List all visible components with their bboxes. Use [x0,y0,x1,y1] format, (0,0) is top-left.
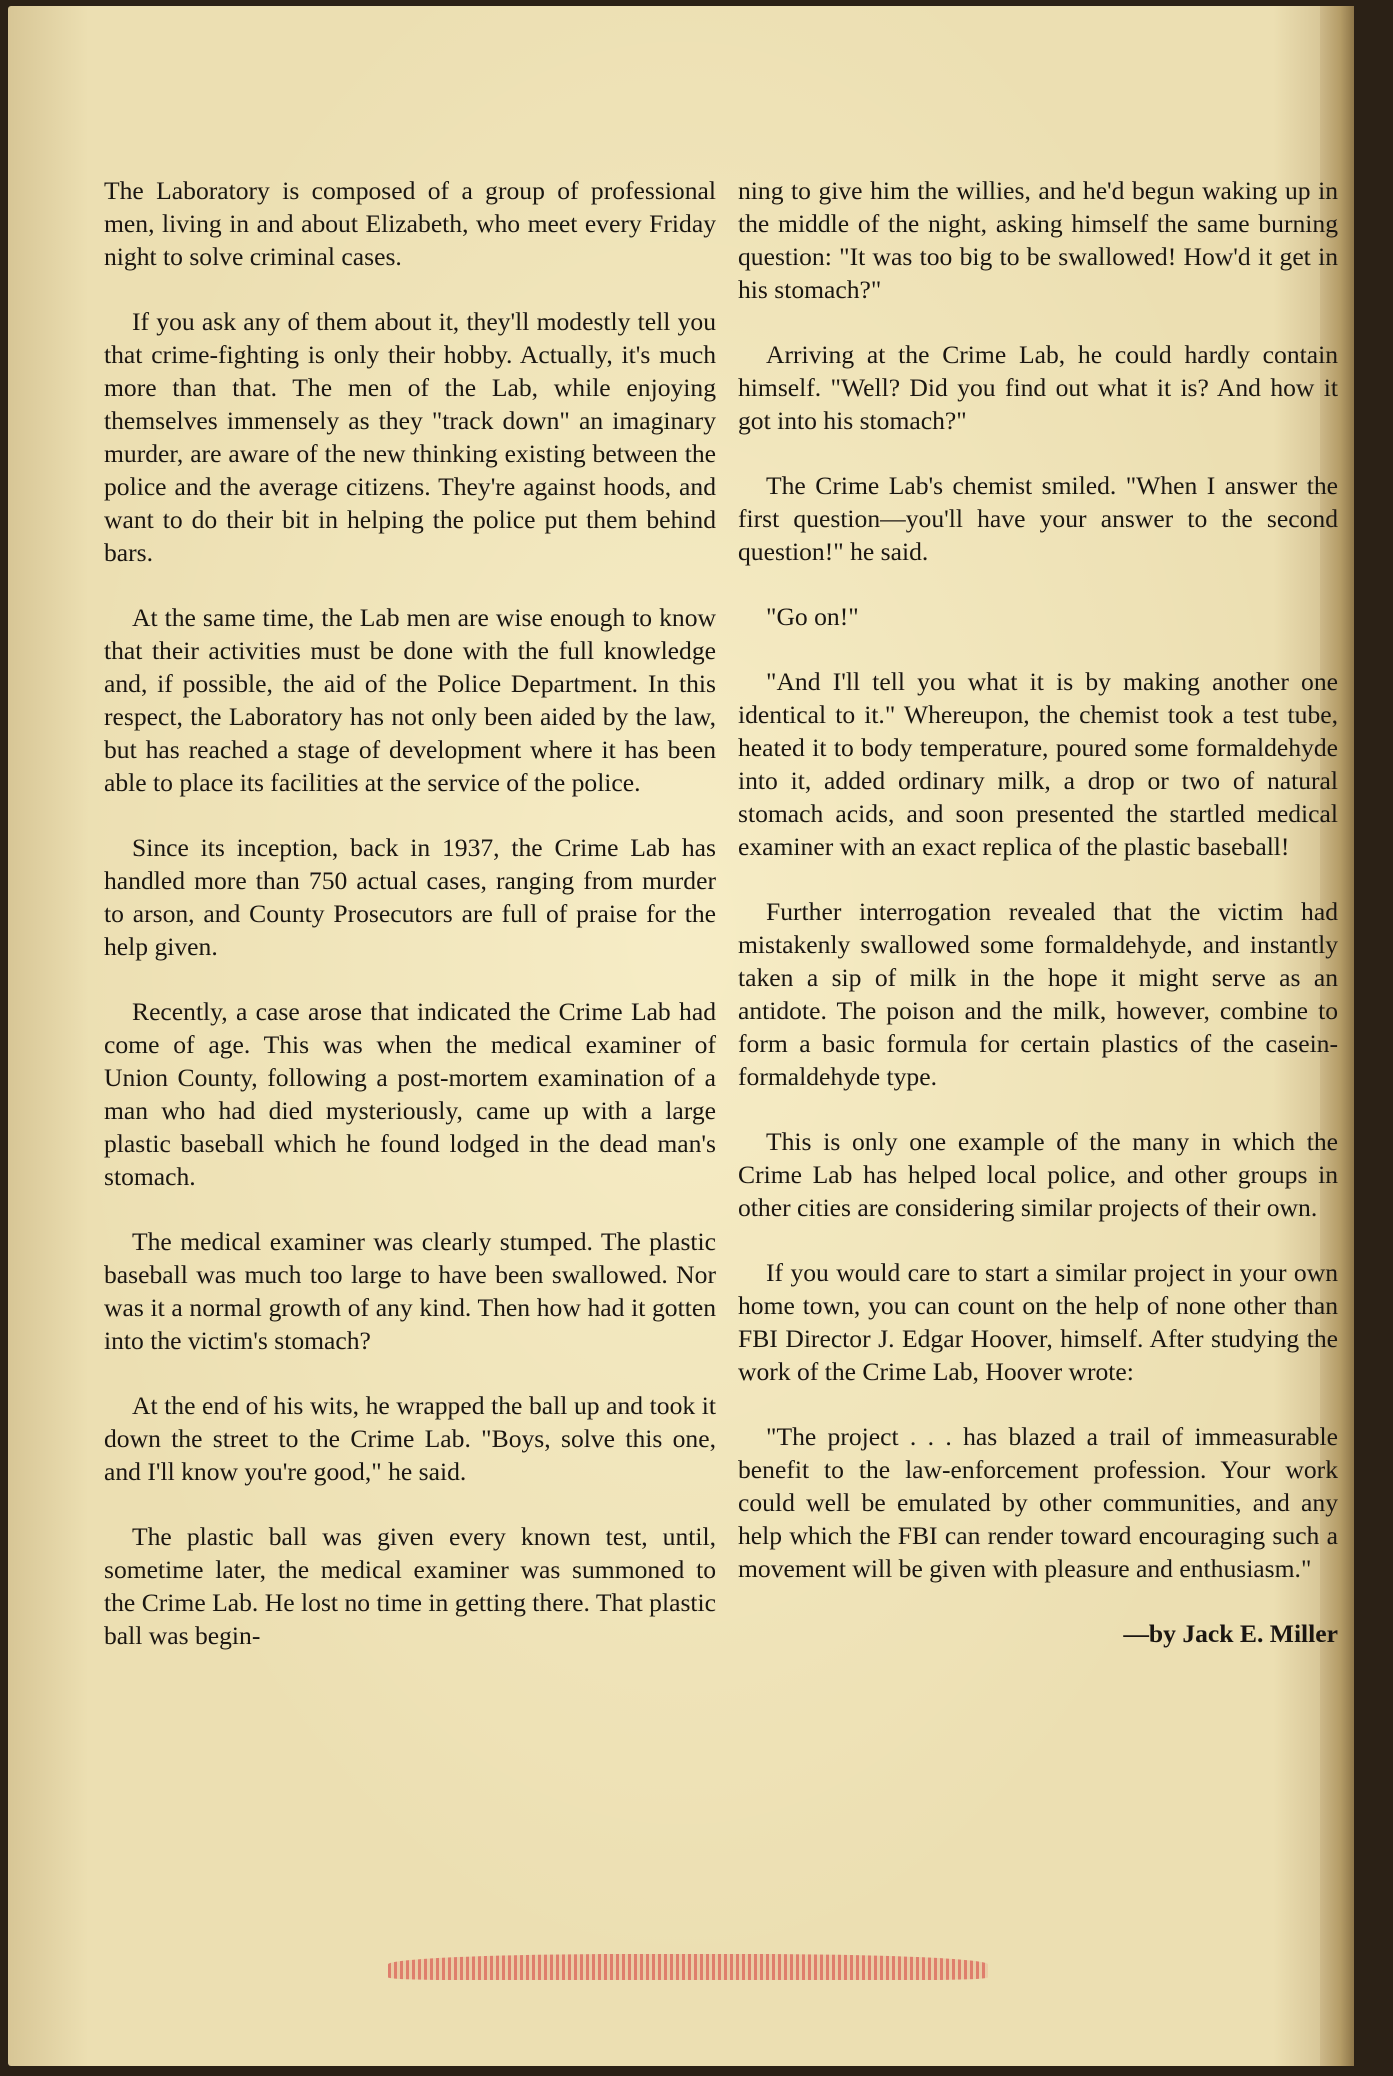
paragraph: Further interrogation revealed that the victim had mistakenly swallowed some formaldehyde, and instantly taken a sip of milk in the hope it might serve as an antidote. The poison and the milk, however, combine to form a basic formula for certain plastics of the casein-formaldehyde type. [738,897,1338,1091]
author-byline: —by Jack E. Miller [1123,1619,1338,1648]
paragraph: The Crime Lab's chemist smiled. "When I answer the first question—you'll have your answer to the second question!" he said. [738,471,1338,566]
paragraph: The Laboratory is composed of a group of professional men, living in and about Elizabeth, who meet every Friday night to solve criminal cases. [104,176,716,271]
paragraph: "And I'll tell you what it is by making another one identical to it." Whereupon, the chemist took a test tube, heated it to body temperature, poured some formaldehyde into it, added ordinary milk, a drop or two of natural stomach acids, and soon presented the startled medical examiner with an exact replica of the plastic baseball! [738,667,1338,861]
paragraph: "The project . . . has blazed a trail of immeasurable benefit to the law-enforcement profession. Your work could well be emulated by other communities, and any help which the FBI can render toward encouraging such a movement will be given with pleasure and enthusiasm." [738,1422,1338,1583]
paragraph: ning to give him the willies, and he'd begun waking up in the middle of the night, asking himself the same burning question: "It was too big to be swallowed! How'd it get in his stomach?" [738,176,1338,304]
paragraph: If you ask any of them about it, they'll modestly tell you that crime-fighting is only their hobby. Actually, it's much more than that. The men of the Lab, while enjoying themselves immensely as they "track down" an imaginary murder, are aware of the new thinking existing between the police and the average citizens. They're against hoods, and want to do their bit in helping the police put them behind bars. [104,307,716,567]
article-left-column [104,174,716,1684]
paragraph: Since its inception, back in 1937, the Crime Lab has handled more than 750 actual cases, ranging from murder to arson, and County Prosecutors are full of praise for the help given. [104,833,716,961]
red-ink-smudge [388,1954,988,1980]
paragraph: The medical examiner was clearly stumped. The plastic baseball was much too large to have been swallowed. Nor was it a normal growth of any kind. Then how had it gotten into the victim's stomach? [104,1227,716,1355]
paragraph: Recently, a case arose that indicated the Crime Lab had come of age. This was when the medical examiner of Union County, following a post-mortem examination of a man who had died mysteriously, came up with a large plastic baseball which he found lodged in the dead man's stomach. [104,997,716,1191]
paragraph: The plastic ball was given every known test, until, sometime later, the medical examiner was summoned to the Crime Lab. He lost no time in getting there. That plastic ball was begin- [104,1522,716,1650]
paragraph: If you would care to start a similar project in your own home town, you can count on the help of none other than FBI Director J. Edgar Hoover, himself. After studying the work of the Crime Lab, Hoover wrote: [738,1258,1338,1386]
paragraph: Arriving at the Crime Lab, he could hardly contain himself. "Well? Did you find out what it is? And how it got into his stomach?" [738,340,1338,435]
paragraph: This is only one example of the many in which the Crime Lab has helped local police, and other groups in other cities are considering similar projects of their own. [738,1127,1338,1222]
article-right-column [738,174,1338,1682]
printed-page [8,6,1354,2066]
paragraph: "Go on!" [766,602,859,631]
paragraph: At the same time, the Lab men are wise enough to know that their activities must be done with the full knowledge and, if possible, the aid of the Police Department. In this respect, the Laboratory has not only been aided by the law, but has reached a stage of development where it has been able to place its facilities at the service of the police. [104,603,716,797]
paragraph: At the end of his wits, he wrapped the ball up and took it down the street to the Crime Lab. "Boys, solve this one, and I'll know you're good," he said. [104,1391,716,1486]
